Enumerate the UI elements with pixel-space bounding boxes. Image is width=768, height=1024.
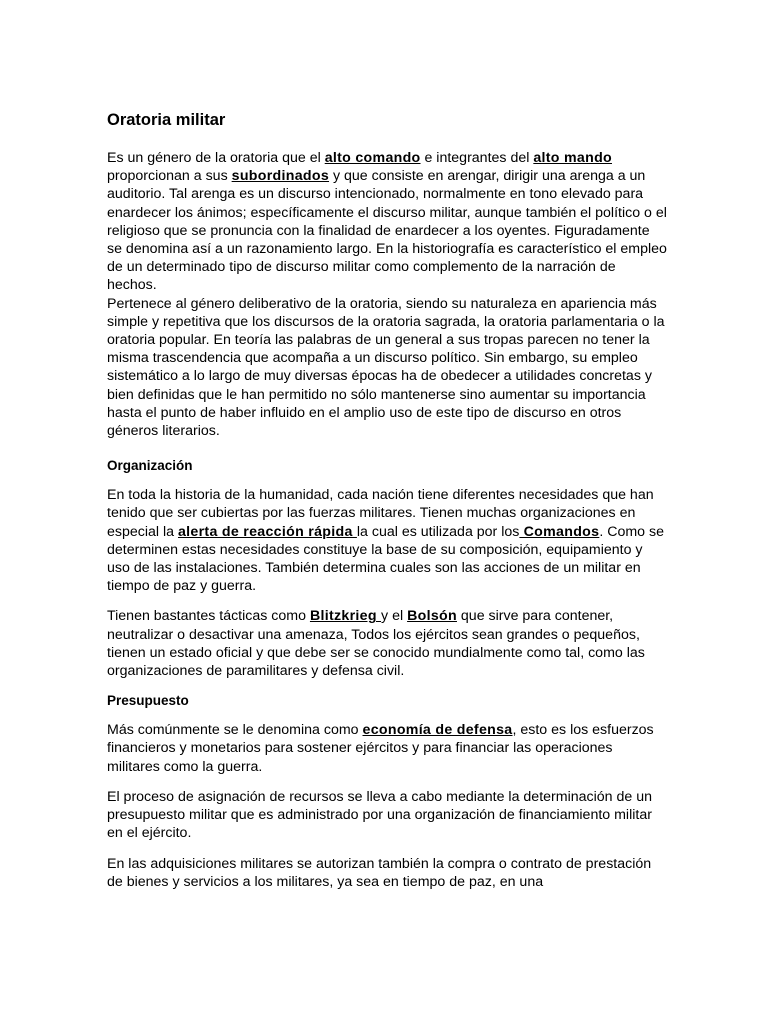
link-economia-de-defensa[interactable]: economía de defensa [362,722,513,739]
text-span: y el [381,608,408,625]
text-span: y que consiste en arengar, dirigir una arenga a un auditorio. Tal arenga es un discurso intencionado, normalmente en tono elevado para enardecer los ánimos; específicamente el discurso militar, aunque también el político o el religioso que se pronuncia con la finalidad de enardecer a los oyentes. Figuradamente se denomina así a un razonamiento largo. En la historiografía es característico el empleo de un determinado tipo de discurso militar como complemento de la narración de hechos. [107,168,667,294]
section-heading-organizacion: Organización [107,458,193,474]
link-subordinados[interactable]: subordinados [231,168,330,185]
organizacion-paragraph-1 [107,486,667,595]
link-bolson[interactable]: Bolsón [407,608,457,625]
text-span: Es un género de la oratoria que el [107,150,325,166]
text-span: e integrantes del [420,150,534,166]
presupuesto-paragraph-3: En las adquisiciones militares se autorizan también la compra o contrato de prestación de bienes y servicios a los militares, ya sea en tiempo de paz, en una [107,855,652,890]
page-title: Oratoria militar [107,111,226,129]
link-alto-mando[interactable]: alto mando [533,150,612,166]
presupuesto-paragraph-1 [107,721,667,776]
text-span: Tienen bastantes tácticas como [107,608,310,625]
link-blitzkrieg[interactable]: Blitzkrieg [309,608,382,625]
intro-paragraph-1 [107,149,667,295]
text-span: Más comúnmente se le denomina como [107,722,363,739]
text-span: que sirve para contener, neutralizar o desactivar una amenaza, Todos los ejércitos sean grandes o pequeños, tienen un estado oficial y que debe ser se conocido mundialmente como tal, como las organizaciones de paramilitares y defensa civil. [107,608,645,680]
text-span: , esto es los esfuerzos financieros y monetarios para sostener ejércitos y para financiar las operaciones militares como la guerra. [107,722,654,775]
organizacion-paragraph-2 [107,607,667,680]
intro-paragraph-2: Pertenece al género deliberativo de la oratoria, siendo su naturaleza en apariencia más simple y repetitiva que los discursos de la oratoria sagrada, la oratoria parlamentaria o la oratoria popular. En teoría las palabras de un general a sus tropas parecen no tener la misma trascendencia que acompaña a un discurso político. Sin embargo, su empleo sistemático a lo largo de muy diversas épocas ha de obedecer a utilidades concretas y bien definidas que le han permitido no sólo mantenerse sino aumentar su importancia hasta el punto de haber influido en el amplio uso de este tipo de discurso en otros géneros literarios. [107,295,665,440]
text-span: . Como se determinen estas necesidades constituye la base de su composición, equipamiento y uso de las instalaciones. También determina cuales son las acciones de un militar en tiempo de paz y guerra. [107,523,664,595]
presupuesto-paragraph-2: El proceso de asignación de recursos se lleva a cabo mediante la determinación de un presupuesto militar que es administrado por una organización de financiamiento militar en el ejército. [107,788,652,842]
section-heading-presupuesto: Presupuesto [107,693,189,709]
text-span: En toda la historia de la humanidad, cada nación tiene diferentes necesidades que han tenido que ser cubiertas por las fuerzas militares. Tienen muchas organizaciones en especial la [107,487,654,540]
link-alto-comando[interactable]: alto comando [324,150,421,166]
text-span: proporcionan a sus [107,168,232,185]
link-comandos[interactable]: Comandos [519,523,600,540]
document-page [107,110,667,891]
link-alerta-de-reaccion-rapida[interactable]: alerta de reacción rápida [177,523,357,540]
text-span: la cual es utilizada por los [356,523,520,540]
